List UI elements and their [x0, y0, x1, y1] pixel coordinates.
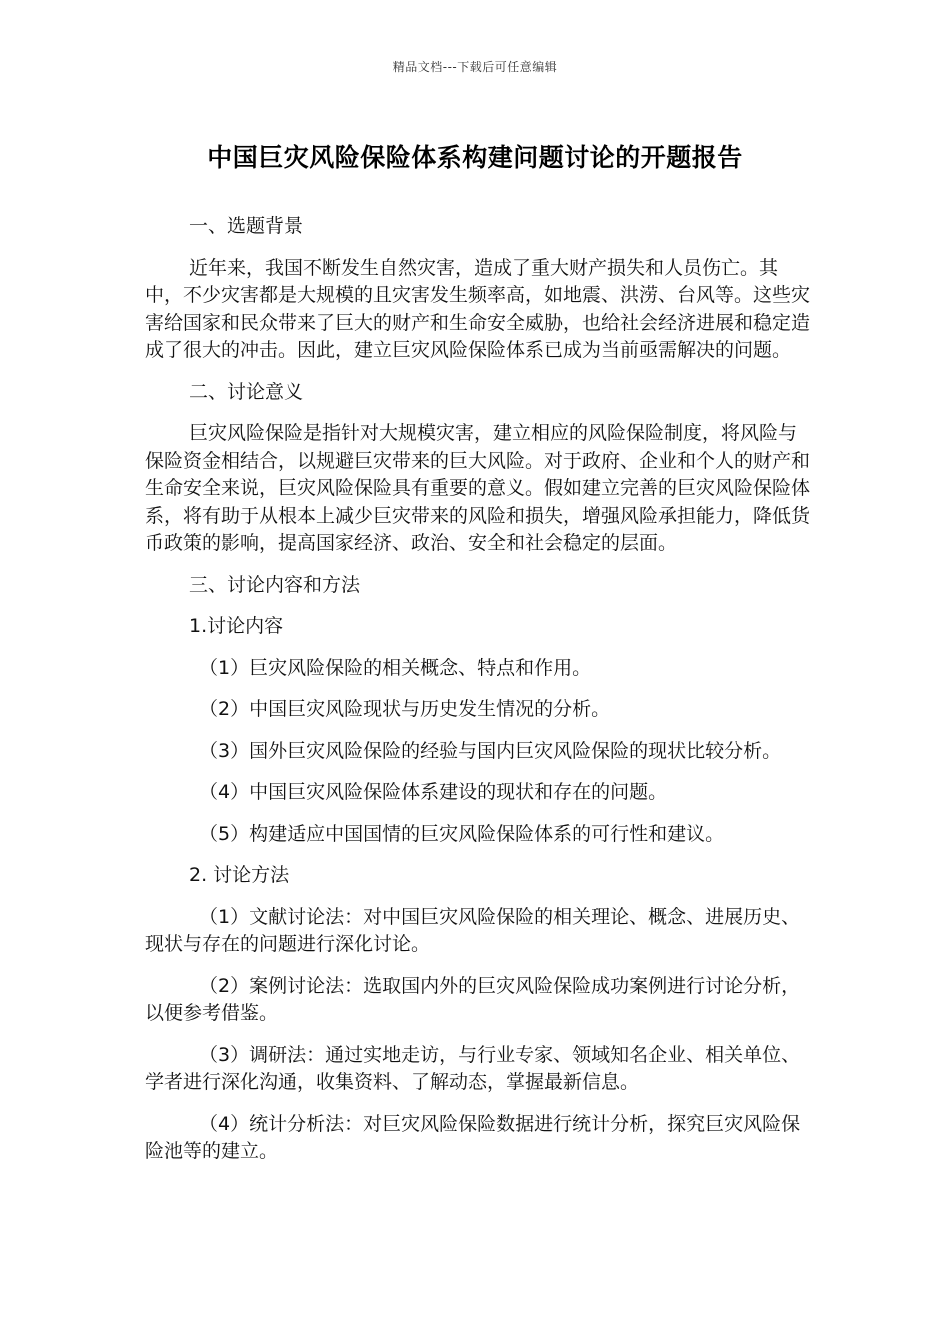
section-heading-significance: 二、讨论意义 — [189, 380, 304, 403]
document-title: 中国巨灾风险保险体系构建问题讨论的开题报告 — [207, 143, 743, 172]
method-item: （2）案例讨论法：选取国内外的巨灾风险保险成功案例进行讨论分析，以便参考借鉴。 — [145, 974, 801, 1024]
page-header: 精品文档---下载后可任意编辑 — [392, 60, 558, 74]
content-item: （4）中国巨灾风险保险体系建设的现状和存在的问题。 — [199, 781, 668, 803]
paragraph-significance: 巨灾风险保险是指针对大规模灾害，建立相应的风险保险制度，将风险与保险资金相结合，以规避巨灾带来的巨大风险。对于政府、企业和个人的财产和生命安全来说，巨灾风险保险具有重要的意义。假如建立完善的巨灾风险保险体系，将有助于从根本上减少巨灾带来的风险和损失，增强风险承担能力，降低货币政策的影响，提高国家经济、政治、安全和社会稳定的层面。 — [145, 422, 811, 554]
content-item: （1）巨灾风险保险的相关概念、特点和作用。 — [199, 656, 592, 679]
section-heading-background: 一、选题背景 — [189, 215, 304, 237]
subheading-methods: 2. 讨论方法 — [189, 864, 290, 886]
method-item: （3）调研法：通过实地走访，与行业专家、领域知名企业、相关单位、学者进行深化沟通，收集资料、了解动态，掌握最新信息。 — [145, 1043, 801, 1093]
content-item: （3）国外巨灾风险保险的经验与国内巨灾风险保险的现状比较分析。 — [199, 739, 782, 762]
section-heading-content-methods: 三、讨论内容和方法 — [189, 573, 361, 596]
method-item: （4）统计分析法：对巨灾风险保险数据进行统计分析，探究巨灾风险保险池等的建立。 — [145, 1112, 801, 1162]
content-item: （5）构建适应中国国情的巨灾风险保险体系的可行性和建议。 — [199, 822, 725, 845]
document-body — [145, 213, 810, 1180]
content-item: （2）中国巨灾风险现状与历史发生情况的分析。 — [199, 698, 611, 720]
method-item: （1）文献讨论法：对中国巨灾风险保险的相关理论、概念、进展历史、现状与存在的问题进行深化讨论。 — [145, 905, 801, 955]
paragraph-background: 近年来，我国不断发生自然灾害，造成了重大财产损失和人员伤亡。其中，不少灾害都是大规模的且灾害发生频率高，如地震、洪涝、台风等。这些灾害给国家和民众带来了巨大的财产和生命安全威胁，也给社会经济进展和稳定造成了很大的冲击。因此，建立巨灾风险保险体系已成为当前亟需解决的问题。 — [145, 256, 811, 361]
subheading-content: 1.讨论内容 — [189, 615, 284, 637]
